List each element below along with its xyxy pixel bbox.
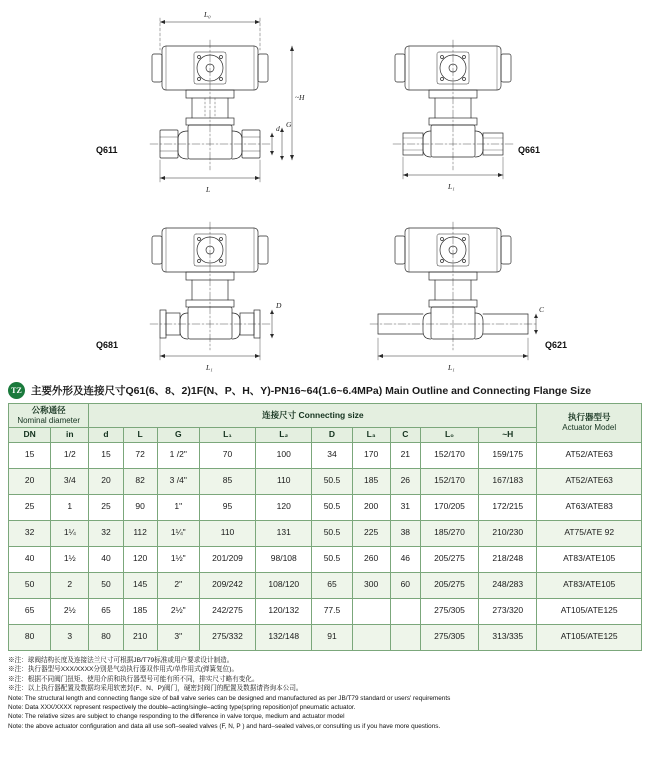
- note-cn-2: ※注：执行器型号XXX/XXXX分别是气动执行器双作用式/单作用式(弹簧复位)。: [8, 666, 239, 674]
- cell-H: 172/215: [479, 494, 537, 520]
- cell-L3: 170: [352, 442, 390, 468]
- cell-dn: 40: [9, 546, 51, 572]
- notes-block: [8, 656, 642, 731]
- page-title: 主要外形及连接尺寸Q61(6、8、2)1F(N、P、H、Y)-PN16~64(1.6~6.4MPa) Main Outline and Connecting Flange Size: [31, 385, 592, 397]
- cell-H: 218/248: [479, 546, 537, 572]
- cell-actuator: AT63/ATE83: [537, 494, 642, 520]
- cell-C: 46: [390, 546, 420, 572]
- drawing-q611: [150, 18, 294, 182]
- cell-d: 20: [89, 468, 123, 494]
- cell-L2: 100: [256, 442, 312, 468]
- cell-d: 40: [89, 546, 123, 572]
- cell-actuator: AT83/ATE105: [537, 546, 642, 572]
- th-dn: DN: [9, 427, 51, 442]
- table-row: [9, 468, 642, 494]
- cell-L0: 185/270: [420, 520, 478, 546]
- cell-in: 3/4: [51, 468, 89, 494]
- th-in: in: [51, 427, 89, 442]
- cell-L: 120: [123, 546, 157, 572]
- table-row: [9, 520, 642, 546]
- th-actuator-en: Actuator Model: [562, 423, 617, 433]
- dim-label-d: d: [276, 124, 280, 133]
- cell-in: 1: [51, 494, 89, 520]
- th-actuator-model: [537, 404, 642, 443]
- dim-label-D: D: [276, 301, 282, 310]
- th-H: ~H: [479, 427, 537, 442]
- cell-D: 50.5: [312, 520, 352, 546]
- cell-L0: 152/170: [420, 468, 478, 494]
- cell-L1: 275/332: [199, 624, 255, 650]
- cell-D: 50.5: [312, 546, 352, 572]
- cell-D: 34: [312, 442, 352, 468]
- cell-dn: 25: [9, 494, 51, 520]
- note-cn-1: ※注：球阀结构长度及连接法兰尺寸可根据JB/T79标准或用户要求设计制造。: [8, 656, 234, 664]
- dim-label-L1-q681: L₁: [206, 363, 213, 372]
- drawing-q621: [370, 222, 538, 360]
- cell-L1: 209/242: [199, 572, 255, 598]
- dim-label-L1-q661: L₁: [448, 182, 455, 191]
- cell-L0: 205/275: [420, 546, 478, 572]
- table-row: [9, 624, 642, 650]
- cell-L: 210: [123, 624, 157, 650]
- cell-L3: 260: [352, 546, 390, 572]
- note-en-3: Note: The relative sizes are subject to change responding to the difference in valve torque, medium and actuator model: [8, 713, 345, 721]
- cell-L0: 275/305: [420, 598, 478, 624]
- technical-drawings: [0, 0, 650, 380]
- note-en-4: Note: the above actuator configuration and data all use soft–sealed valves (F, N, P ) and hard–sealed valves,or consulting us if you have more questions.: [8, 722, 441, 730]
- cell-L0: 205/275: [420, 572, 478, 598]
- cell-H: 210/230: [479, 520, 537, 546]
- dim-label-H: ~H: [295, 93, 305, 102]
- cell-D: 91: [312, 624, 352, 650]
- section-title: [0, 380, 650, 403]
- table-row: [9, 442, 642, 468]
- cell-L1: 85: [199, 468, 255, 494]
- cell-d: 80: [89, 624, 123, 650]
- cell-actuator: AT75/ATE 92: [537, 520, 642, 546]
- dim-label-L0: L₀: [204, 10, 211, 19]
- cell-L2: 131: [256, 520, 312, 546]
- th-nominal-en: Nominal diameter: [17, 415, 81, 425]
- th-actuator-cn: 执行器型号: [567, 412, 611, 423]
- cell-L1: 110: [199, 520, 255, 546]
- th-G: G: [157, 427, 199, 442]
- cell-L2: 110: [256, 468, 312, 494]
- note-cn-4: ※注：以上执行器配置及数据均采用软密封(F、N、P)阀门，硬密封阀门的配置及数据请咨询本公司。: [8, 685, 303, 693]
- cell-actuator: AT105/ATE125: [537, 598, 642, 624]
- note-en-2: Note: Data XXX/XXXX represent respectively the double–acting/single–acting type(spring reposition)of pneumatic actuator.: [8, 704, 356, 712]
- cell-D: 77.5: [312, 598, 352, 624]
- cell-L3: [352, 598, 390, 624]
- cell-L2: 108/120: [256, 572, 312, 598]
- th-nominal-cn: 公称通径: [31, 405, 66, 415]
- table-row: [9, 598, 642, 624]
- table-header-row-1: [9, 404, 642, 428]
- th-connecting-size: 连接尺寸 Connecting size: [89, 404, 537, 428]
- cell-L2: 132/148: [256, 624, 312, 650]
- th-L0: L₀: [420, 427, 478, 442]
- cell-L: 112: [123, 520, 157, 546]
- specification-table: [8, 403, 642, 651]
- cell-L: 185: [123, 598, 157, 624]
- cell-dn: 20: [9, 468, 51, 494]
- cell-in: 1/2: [51, 442, 89, 468]
- cell-in: 2½: [51, 598, 89, 624]
- cell-D: 65: [312, 572, 352, 598]
- cell-C: 31: [390, 494, 420, 520]
- cell-C: [390, 598, 420, 624]
- cell-d: 15: [89, 442, 123, 468]
- drawing-q681: [150, 222, 274, 360]
- th-L: L: [123, 427, 157, 442]
- cell-D: 50.5: [312, 468, 352, 494]
- cell-L0: 152/170: [420, 442, 478, 468]
- note-en-1: Note: The structural length and connecting flange size of ball valve series can be designed and manufactured as per JB/T79 standard or users' requirements: [8, 694, 451, 702]
- cell-dn: 15: [9, 442, 51, 468]
- cell-D: 50.5: [312, 494, 352, 520]
- cell-dn: 80: [9, 624, 51, 650]
- cell-dn: 32: [9, 520, 51, 546]
- cell-L: 145: [123, 572, 157, 598]
- company-logo: TZ: [8, 382, 25, 399]
- cell-L: 82: [123, 468, 157, 494]
- cell-H: 313/335: [479, 624, 537, 650]
- cell-C: 60: [390, 572, 420, 598]
- cell-dn: 50: [9, 572, 51, 598]
- cell-L: 72: [123, 442, 157, 468]
- dim-label-G: G: [286, 120, 292, 129]
- cell-C: 21: [390, 442, 420, 468]
- cell-in: 1¼: [51, 520, 89, 546]
- cell-L3: 225: [352, 520, 390, 546]
- th-nominal-diameter: [9, 404, 89, 428]
- cell-H: 159/175: [479, 442, 537, 468]
- label-q661: Q661: [518, 145, 541, 155]
- table-row: [9, 546, 642, 572]
- cell-L1: 242/275: [199, 598, 255, 624]
- cell-L1: 201/209: [199, 546, 255, 572]
- cell-G: 2": [157, 572, 199, 598]
- th-L2: L₂: [256, 427, 312, 442]
- cell-G: 2½": [157, 598, 199, 624]
- cell-actuator: AT52/ATE63: [537, 468, 642, 494]
- th-D: D: [312, 427, 352, 442]
- cell-d: 50: [89, 572, 123, 598]
- cell-L0: 170/205: [420, 494, 478, 520]
- cell-L: 90: [123, 494, 157, 520]
- cell-C: 26: [390, 468, 420, 494]
- cell-d: 65: [89, 598, 123, 624]
- cell-L1: 95: [199, 494, 255, 520]
- cell-C: [390, 624, 420, 650]
- table-body: [9, 442, 642, 650]
- drawing-area: [0, 0, 650, 380]
- cell-G: 1": [157, 494, 199, 520]
- cell-G: 3": [157, 624, 199, 650]
- cell-G: 1¼": [157, 520, 199, 546]
- drawing-q661: [393, 40, 513, 179]
- cell-d: 25: [89, 494, 123, 520]
- cell-L2: 120: [256, 494, 312, 520]
- cell-G: 3 /4": [157, 468, 199, 494]
- th-d: d: [89, 427, 123, 442]
- table-row: [9, 572, 642, 598]
- dim-label-L1-q621: L₁: [448, 363, 455, 372]
- th-C: C: [390, 427, 420, 442]
- cell-d: 32: [89, 520, 123, 546]
- cell-dn: 65: [9, 598, 51, 624]
- dim-label-L: L: [206, 185, 211, 194]
- label-q611: Q611: [96, 145, 118, 155]
- cell-L3: 200: [352, 494, 390, 520]
- th-L3: L₃: [352, 427, 390, 442]
- cell-H: 248/283: [479, 572, 537, 598]
- cell-L3: 300: [352, 572, 390, 598]
- label-q681: Q681: [96, 340, 119, 350]
- label-q621: Q621: [545, 340, 568, 350]
- cell-actuator: AT52/ATE63: [537, 442, 642, 468]
- cell-H: 167/183: [479, 468, 537, 494]
- cell-L3: 185: [352, 468, 390, 494]
- dim-label-C: C: [539, 305, 545, 314]
- cell-L2: 120/132: [256, 598, 312, 624]
- cell-H: 273/320: [479, 598, 537, 624]
- th-L1: L₁: [199, 427, 255, 442]
- cell-L2: 98/108: [256, 546, 312, 572]
- cell-L0: 275/305: [420, 624, 478, 650]
- cell-in: 2: [51, 572, 89, 598]
- cell-L3: [352, 624, 390, 650]
- cell-in: 3: [51, 624, 89, 650]
- cell-G: 1½": [157, 546, 199, 572]
- cell-actuator: AT105/ATE125: [537, 624, 642, 650]
- cell-in: 1½: [51, 546, 89, 572]
- cell-actuator: AT83/ATE105: [537, 572, 642, 598]
- cell-G: 1 /2": [157, 442, 199, 468]
- note-cn-3: ※注：根据不同阀门扭矩、使用介质和执行器型号可能有所不同，排实尺寸略有变化。: [8, 675, 259, 683]
- cell-C: 38: [390, 520, 420, 546]
- cell-L1: 70: [199, 442, 255, 468]
- table-row: [9, 494, 642, 520]
